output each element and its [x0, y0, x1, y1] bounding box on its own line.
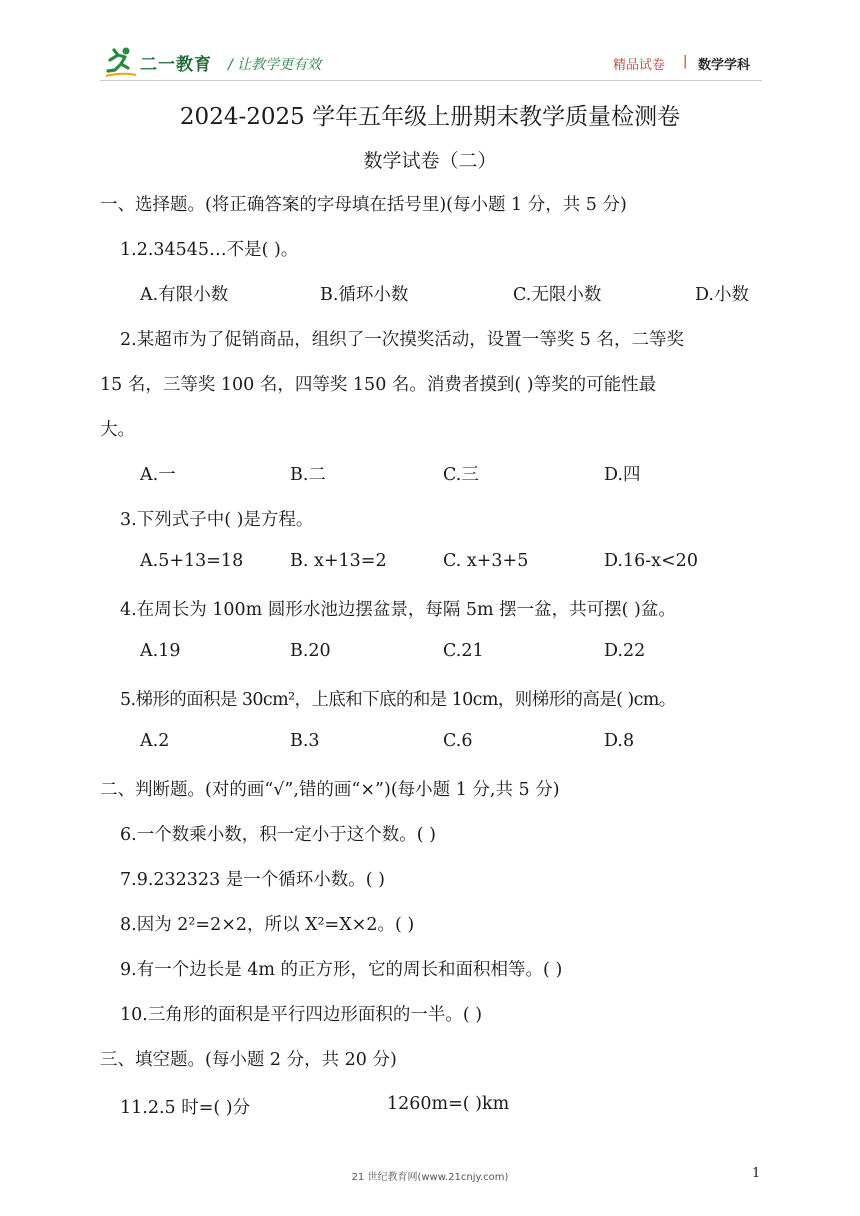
page-title: 2024-2025 学年五年级上册期末教学质量检测卷	[179, 104, 681, 130]
question-11-part-2: 1260m=( )km	[387, 1094, 510, 1114]
question-1-option-c: C.无限小数	[513, 285, 602, 305]
question-4-option-d: D.22	[604, 641, 646, 661]
question-10: 10.三角形的面积是平行四边形面积的一半。( )	[120, 1005, 483, 1025]
question-1-option-d: D.小数	[695, 285, 749, 305]
header-rule	[100, 80, 762, 81]
question-1-stem: 1.2.34545…不是( )。	[120, 240, 299, 260]
question-3-option-c: C. x+3+5	[443, 551, 529, 571]
header-tag: 精品试卷	[613, 58, 666, 73]
question-2-line-3: 大。	[100, 420, 135, 440]
page-subtitle: 数学试卷（二）	[363, 150, 497, 172]
question-5-option-a: A.2	[140, 731, 170, 751]
question-2-option-c: C.三	[443, 465, 479, 485]
header-divider: |	[683, 54, 688, 69]
question-2-option-b: B.二	[290, 465, 326, 485]
question-8: 8.因为 2²=2×2，所以 X²=X×2。( )	[120, 915, 415, 935]
section-heading-fill: 三、填空题。(每小题 2 分，共 20 分)	[100, 1050, 397, 1070]
question-4-option-a: A.19	[140, 641, 181, 661]
runner-logo-icon	[104, 46, 138, 78]
question-7: 7.9.232323 是一个循环小数。( )	[120, 870, 385, 890]
question-5-option-d: D.8	[604, 731, 635, 751]
question-3-option-d: D.16-x<20	[604, 551, 698, 571]
header-subject: 数学学科	[698, 58, 751, 73]
brand-name: 二一教育	[140, 54, 212, 75]
question-2-line-1: 2.某超市为了促销商品，组织了一次摸奖活动，设置一等奖 5 名，二等奖	[120, 330, 684, 350]
question-5-option-c: C.6	[443, 731, 473, 751]
question-5-stem: 5.梯形的面积是 30cm²，上底和下底的和是 10cm，则梯形的高是( )cm。	[120, 690, 676, 710]
section-heading-choice: 一、选择题。(将正确答案的字母填在括号里)(每小题 1 分，共 5 分)	[100, 195, 627, 215]
question-9: 9.有一个边长是 4m 的正方形，它的周长和面积相等。( )	[120, 960, 563, 980]
question-3-stem: 3.下列式子中( )是方程。	[120, 510, 314, 530]
question-3-option-b: B. x+13=2	[290, 551, 387, 571]
question-11-part-1: 11.2.5 时=( )分	[120, 1098, 251, 1118]
question-2-option-a: A.一	[140, 465, 176, 485]
question-4-option-b: B.20	[290, 641, 331, 661]
footer-source: 21 世纪教育网(www.21cnjy.com)	[351, 1172, 509, 1183]
question-4-stem: 4.在周长为 100m 圆形水池边摆盆景，每隔 5m 摆一盆，共可摆( )盆。	[120, 600, 676, 620]
question-2-option-d: D.四	[604, 465, 641, 485]
brand-slogan: / 让教学更有效	[228, 57, 322, 73]
question-1-option-a: A.有限小数	[140, 285, 229, 305]
brand-logo	[104, 44, 212, 80]
question-4-option-c: C.21	[443, 641, 484, 661]
question-5-option-b: B.3	[290, 731, 320, 751]
question-3-option-a: A.5+13=18	[140, 551, 244, 571]
question-2-line-2: 15 名，三等奖 100 名，四等奖 150 名。消费者摸到( )等奖的可能性最	[100, 375, 657, 395]
question-1-option-b: B.循环小数	[320, 285, 409, 305]
page-number: 1	[752, 1166, 761, 1181]
question-6: 6.一个数乘小数，积一定小于这个数。( )	[120, 825, 436, 845]
section-heading-judge: 二、判断题。(对的画“√”,错的画“×”)(每小题 1 分,共 5 分)	[100, 780, 560, 800]
